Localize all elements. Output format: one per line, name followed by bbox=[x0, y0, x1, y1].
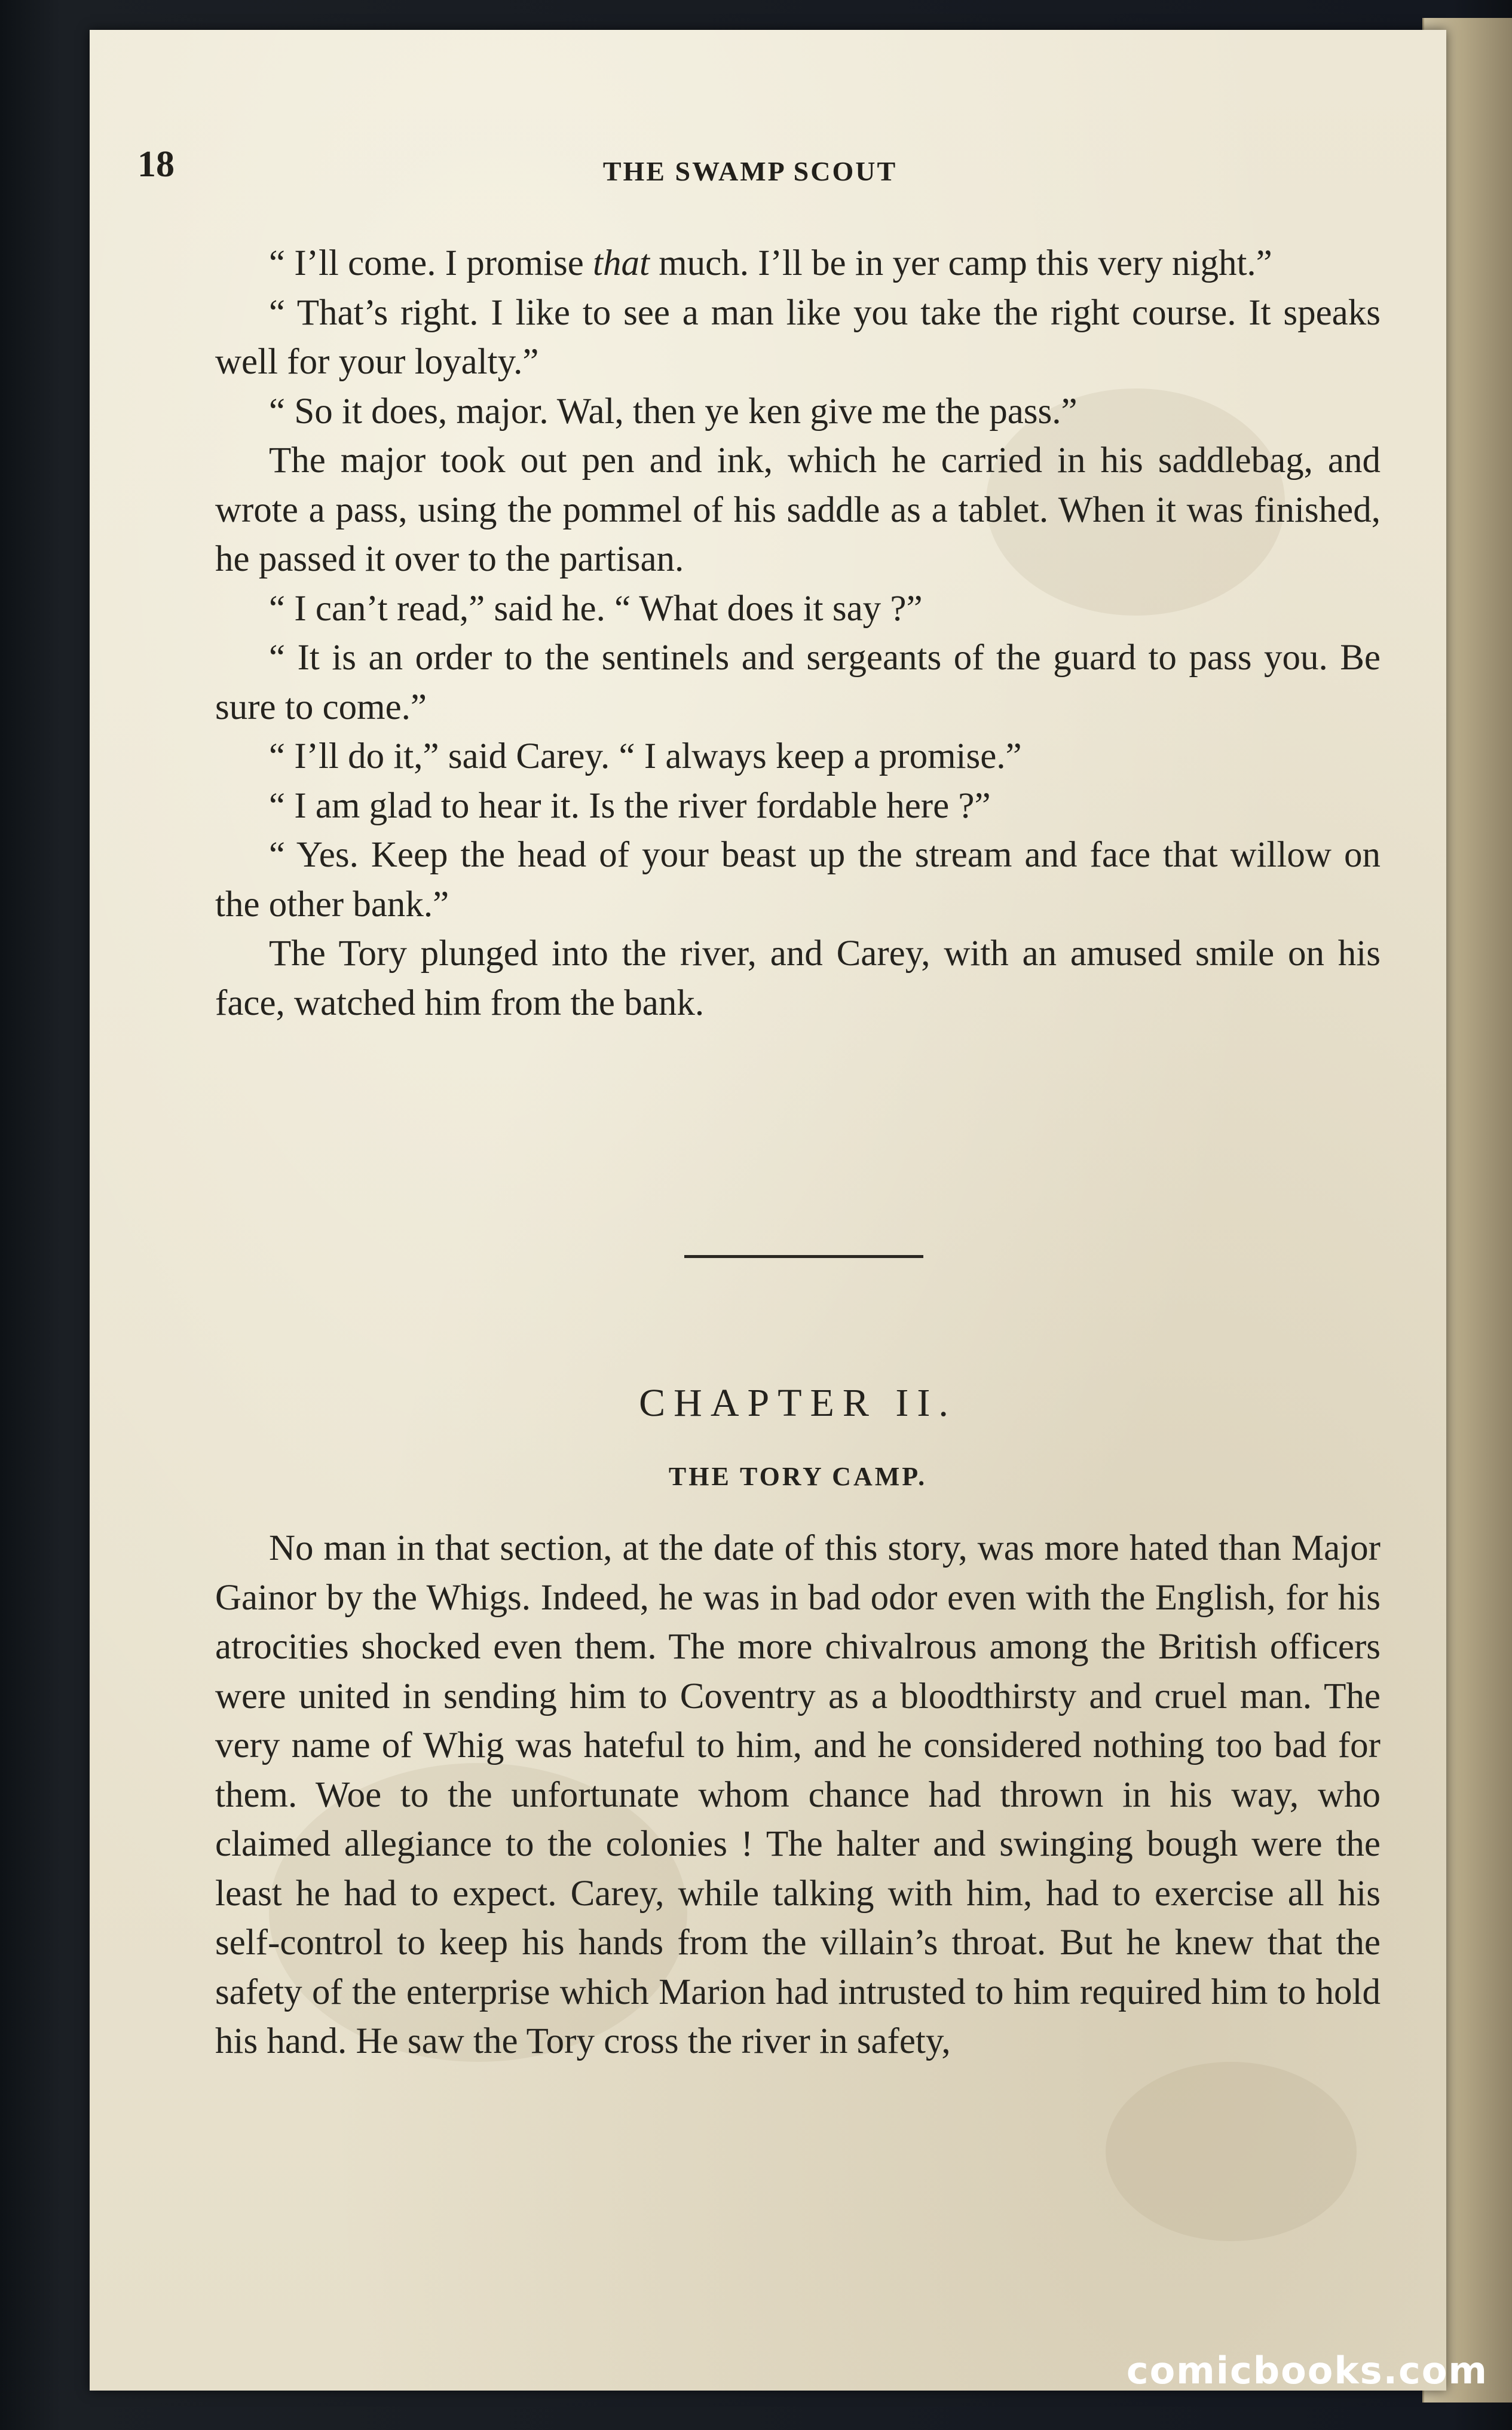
text-run: “ Yes. Keep the head of your beast up the stream and face that willow on the other bank.” bbox=[215, 835, 1381, 925]
paper-stain bbox=[1106, 2062, 1357, 2241]
paragraph bbox=[215, 1524, 1381, 2067]
text-run: “ I am glad to hear it. Is the river fordable here ?” bbox=[269, 785, 991, 826]
text-run: “ I’ll come. I promise bbox=[269, 243, 593, 283]
chapter-subtitle: THE TORY CAMP. bbox=[668, 1462, 928, 1491]
paragraph bbox=[215, 732, 1381, 782]
paragraph bbox=[215, 929, 1381, 1028]
paragraph bbox=[215, 239, 1381, 289]
paragraph bbox=[215, 387, 1381, 437]
text-run: “ So it does, major. Wal, then ye ken give me the pass.” bbox=[269, 391, 1078, 431]
text-run: The major took out pen and ink, which he carried in his saddlebag, and wrote a pass, using the pommel of his saddle as a tablet. When it was finished, he passed it over to the partisan. bbox=[215, 440, 1381, 579]
body-text-top bbox=[215, 239, 1381, 1028]
text-run: “ I can’t read,” said he. “ What does it say ?” bbox=[269, 588, 923, 629]
text-run: “ I’ll do it,” said Carey. “ I always keep a promise.” bbox=[269, 736, 1022, 776]
chapter-body-text bbox=[215, 1524, 1381, 2067]
text-run: “ It is an order to the sentinels and sergeants of the guard to pass you. Be sure to come.” bbox=[215, 638, 1381, 727]
section-divider-rule bbox=[684, 1255, 923, 1258]
running-title: THE SWAMP SCOUT bbox=[602, 156, 898, 186]
page-number: 18 bbox=[137, 144, 175, 185]
watermark-logo: comicbooks.com bbox=[1126, 2349, 1488, 2392]
paragraph bbox=[215, 633, 1381, 732]
paragraph bbox=[215, 584, 1381, 634]
italic-text-run: that bbox=[593, 243, 650, 283]
chapter-heading: CHAPTER II. bbox=[639, 1381, 957, 1425]
paragraph bbox=[215, 436, 1381, 584]
paragraph bbox=[215, 289, 1381, 387]
text-run: No man in that section, at the date of this story, was more hated than Major Gainor by the Whigs. Indeed, he was in bad odor even with the English, for his atrocities shocked even them. The more chivalrous among the British officers were united in sending him to Coventry as a bloodthirsty and cruel man. The very name of Whig was hateful to him, and he considered nothing too bad for them. Woe to the unfortunate whom chance had thrown in his way, who claimed allegiance to the colonies ! The halter and swinging bough were the least he had to expect. Carey, while talking with him, had to exercise all his self-control to keep his hands from the villain’s throat. But he knew that the safety of the enterprise which Marion had intrusted to him required him to hold his hand. He saw the Tory cross the river in safety, bbox=[215, 1528, 1381, 2061]
text-run: much. I’ll be in yer camp this very night.” bbox=[649, 243, 1272, 283]
page-header bbox=[137, 143, 1363, 191]
paragraph bbox=[215, 782, 1381, 831]
text-run: The Tory plunged into the river, and Carey, with an amused smile on his face, watched him from the bank. bbox=[215, 934, 1381, 1023]
text-run: “ That’s right. I like to see a man like you take the right course. It speaks well for your loyalty.” bbox=[215, 292, 1381, 382]
paragraph bbox=[215, 831, 1381, 929]
